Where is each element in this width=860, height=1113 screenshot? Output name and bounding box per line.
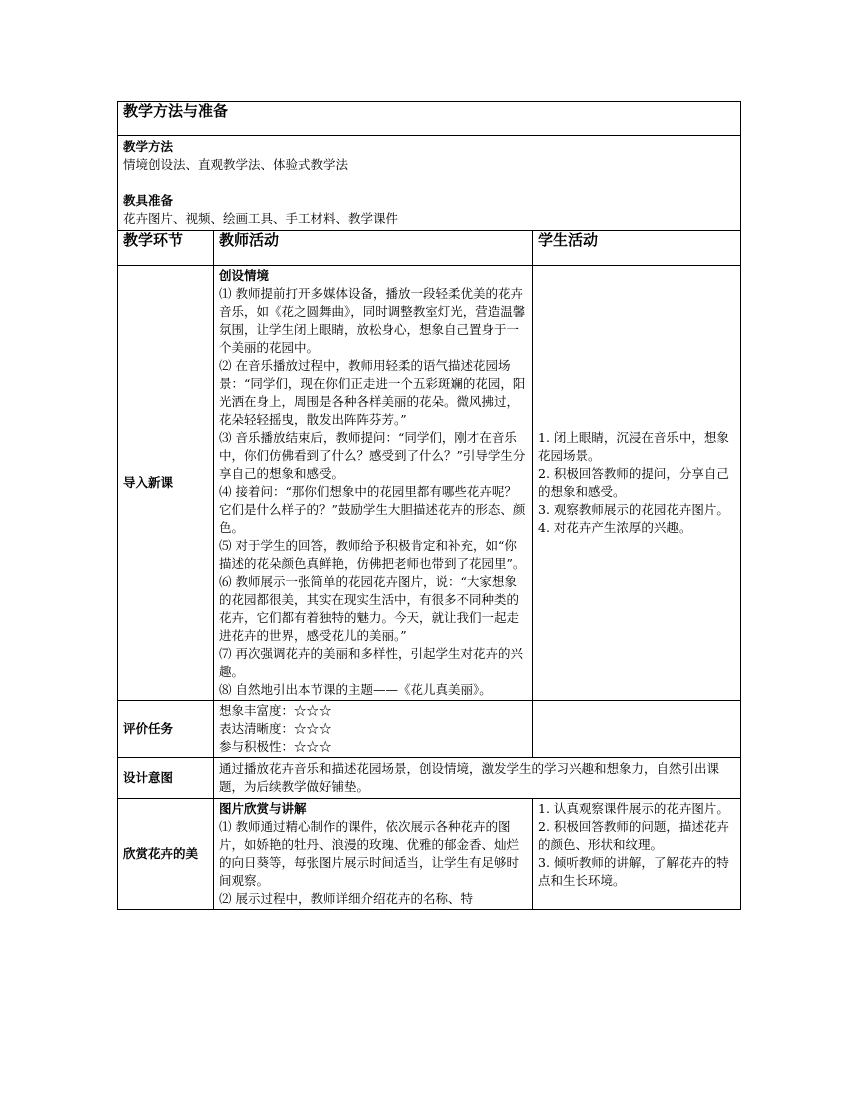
evaluation-item: 参与积极性：☆☆☆	[219, 739, 332, 754]
intro-teacher-para: ⑴ 教师提前打开多媒体设备，播放一段轻柔优美的花卉音乐，如《花之圆舞曲》，同时调整教室灯光，营造温馨氛围，让学生闭上眼睛，放松身心，想象自己置身于一个美丽的花园中。	[219, 286, 526, 355]
appreciate-row	[118, 799, 741, 910]
methods-row	[118, 136, 741, 231]
section-title-cell	[118, 102, 741, 136]
intro-student-item: 3. 观察教师展示的花园花卉图片。	[538, 502, 729, 517]
intro-student-item: 1. 闭上眼睛，沉浸在音乐中，想象花园场景。	[538, 430, 729, 463]
intro-student-cell	[533, 266, 741, 701]
evaluation-row	[118, 701, 741, 758]
evaluation-item: 想象丰富度：☆☆☆	[219, 703, 332, 718]
appreciate-teacher-cell	[214, 799, 533, 910]
lesson-plan-table	[117, 101, 741, 910]
methods-cell	[118, 136, 741, 231]
section-title: 教学方法与准备	[123, 102, 229, 120]
evaluation-empty-cell	[533, 701, 741, 758]
appreciate-stage: 欣赏花卉的美	[118, 799, 214, 910]
intro-teacher-para: ⑺ 再次强调花卉的美丽和多样性，引起学生对花卉的兴趣。	[219, 646, 523, 679]
intro-teacher-para: ⑹ 教师展示一张简单的花园花卉图片，说：“大家想象的花园都很美，其实在现实生活中，有很多不同种类的花卉，它们都有着独特的魅力。今天，就让我们一起走进花卉的世界，感受花儿的美丽。”	[219, 574, 520, 643]
intro-teacher-para: ⑵ 在音乐播放过程中，教师用轻柔的语气描述花园场景：“同学们，现在你们正走进一个五彩斑斓的花园，阳光洒在身上，周围是各种各样美丽的花朵。微风拂过，花朵轻轻摇曳，散发出阵阵芬芳。”	[219, 358, 526, 427]
design-stage: 设计意图	[118, 758, 214, 799]
header-teacher: 教师活动	[214, 231, 533, 266]
intro-teacher-title: 创设情境	[219, 268, 270, 283]
intro-teacher-para: ⑸ 对于学生的回答，教师给予积极肯定和补充，如“你描述的花朵颜色真鲜艳，仿佛把老师也带到了花园里”。	[219, 538, 526, 571]
appreciate-student-cell	[533, 799, 741, 910]
intro-student-item: 2. 积极回答教师的提问，分享自己的想象和感受。	[538, 466, 729, 499]
methods-heading: 教学方法	[123, 139, 174, 154]
materials-heading: 教具准备	[123, 193, 174, 208]
appreciate-teacher-para: ⑵ 展示过程中，教师详细介绍花卉的名称、特	[219, 891, 473, 906]
evaluation-item: 表达清晰度：☆☆☆	[219, 721, 332, 736]
intro-teacher-cell	[214, 266, 533, 701]
intro-teacher-para: ⑶ 音乐播放结束后，教师提问：“同学们，刚才在音乐中，你们仿佛看到了什么？感受到了什么？”引导学生分享自己的想象和感受。	[219, 430, 526, 481]
evaluation-cell	[214, 701, 533, 758]
intro-teacher-para: ⑷ 接着问：“那你们想象中的花园里都有哪些花卉呢？它们是什么样子的？”鼓励学生大胆描述花卉的形态、颜色。	[219, 484, 526, 535]
section-title-row	[118, 102, 741, 136]
design-row	[118, 758, 741, 799]
intro-stage: 导入新课	[118, 266, 214, 701]
appreciate-teacher-title: 图片欣赏与讲解	[219, 801, 307, 816]
design-cell	[214, 758, 741, 799]
header-student: 学生活动	[533, 231, 741, 266]
design-text: 通过播放花卉音乐和描述花园场景，创设情境，激发学生的学习兴趣和想象力，自然引出课题，为后续教学做好铺垫。	[219, 761, 720, 794]
materials-text: 花卉图片、视频、绘画工具、手工材料、教学课件	[123, 211, 399, 226]
appreciate-teacher-para: ⑴ 教师通过精心制作的课件，依次展示各种花卉的图片，如娇艳的牡丹、浪漫的玫瑰、优雅的郁金香、灿烂的向日葵等，每张图片展示时间适当，让学生有足够时间观察。	[219, 819, 520, 888]
appreciate-student-item: 3. 倾听教师的讲解，了解花卉的特点和生长环境。	[538, 855, 729, 888]
intro-row	[118, 266, 741, 701]
intro-teacher-para: ⑻ 自然地引出本节课的主题——《花儿真美丽》。	[219, 682, 492, 697]
methods-text: 情境创设法、直观教学法、体验式教学法	[123, 157, 349, 172]
header-stage: 教学环节	[118, 231, 214, 266]
intro-student-item: 4. 对花卉产生浓厚的兴趣。	[538, 520, 692, 535]
appreciate-student-item: 2. 积极回答教师的问题，描述花卉的颜色、形状和纹理。	[538, 819, 729, 852]
lesson-plan-sheet	[117, 101, 740, 910]
table-header-row	[118, 231, 741, 266]
evaluation-stage: 评价任务	[118, 701, 214, 758]
appreciate-student-item: 1. 认真观察课件展示的花卉图片。	[538, 801, 729, 816]
